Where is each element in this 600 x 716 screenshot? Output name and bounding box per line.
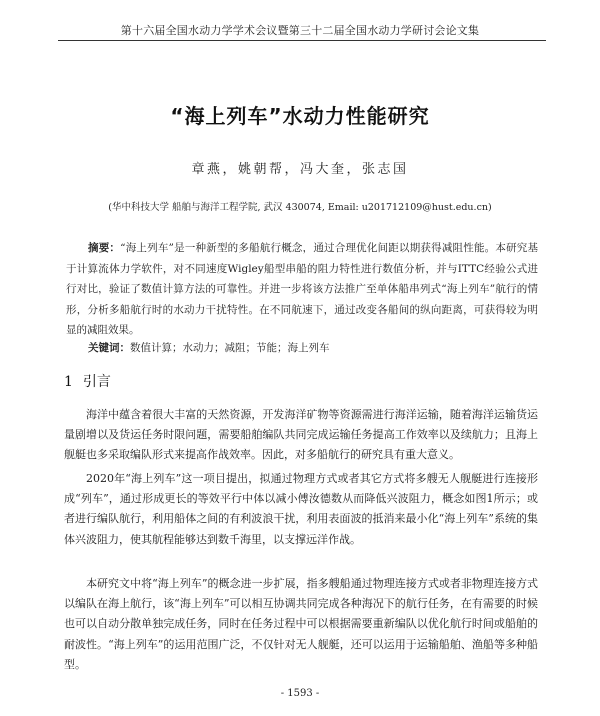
body-paragraph-2: 2020年“海上列车”这一项目提出，拟通过物理方式或者其它方式将多艘无人舰艇进行连接形成“列车”，通过形成更长的等效平行中体以减小傅汝德数从而降低兴波阻力，概念如图1所示；或者进行编队航行，利用船体之间的有利波浪干扰，利用表面波的抵消来最小化“海上列车”系统的集体兴波阻力，使其航程能够达到数千海里，以支撑远洋作战。 bbox=[64, 472, 538, 546]
paper-title: “海上列车”水动力性能研究 bbox=[170, 104, 430, 128]
body-paragraph-1: 海洋中蕴含着很大丰富的天然资源，开发海洋矿物等资源需进行海洋运输，随着海洋运输货运量剧增以及货运任务时限问题，需要船舶编队共同完成运输任务提高工作效率以及续航力；且海上舰艇也多采取编队形式来提高作战效率。因此，对多船航行的研究具有重大意义。 bbox=[64, 408, 538, 462]
section-heading bbox=[64, 371, 111, 391]
header-rule bbox=[58, 40, 546, 41]
abstract bbox=[66, 238, 538, 341]
body-paragraph-3: 本研究文中将“海上列车”的概念进一步扩展，指多艘船通过物理连接方式或者非物理连接方式以编队在海上航行，该“海上列车”可以相互协调共同完成各种海况下的航行任务，在有需要的时候也可以自动分散单独完成任务，同时在任务过程中可以根据需要重新编队以优化航行时间或船舶的耐波性。“海上列车”的运用范围广泛，不仅针对无人舰艇，还可以运用于运输船舶、渔船等多种船型。 bbox=[64, 577, 538, 671]
keywords bbox=[88, 340, 538, 355]
keywords-label: 关键词： bbox=[88, 342, 130, 354]
affiliation: (华中科技大学 船舶与海洋工程学院, 武汉 430074, Email: u201712109@hust.edu.cn) bbox=[108, 202, 492, 213]
running-header: 第十六届全国水动力学学术会议暨第三十二届全国水动力学研讨会论文集 bbox=[120, 24, 480, 37]
page-number: - 1593 - bbox=[280, 688, 320, 699]
section-number: 1 bbox=[64, 374, 73, 390]
abstract-text: “海上列车”是一种新型的多船航行概念，通过合理优化间距以期获得减阻性能。本研究基于计算流体力学软件，对不同速度Wigley船型串船的阻力特性进行数值分析，并与ITTC经验公式进行对比，验证了数值计算方法的可靠性。并进一步将该方法推广至单体船串列式“海上列车”航行的情形，分析多船航行时的水动力干扰特性。在不同航速下，通过改变各船间的纵向距离，可获得较为明显的减阻效果。 bbox=[66, 242, 539, 337]
section-title: 引言 bbox=[82, 374, 111, 390]
author-list: 章燕，姚朝帮，冯大奎，张志国 bbox=[191, 162, 409, 177]
keywords-text: 数值计算；水动力；减阻；节能；海上列车 bbox=[130, 342, 330, 354]
abstract-label: 摘要： bbox=[88, 242, 121, 254]
